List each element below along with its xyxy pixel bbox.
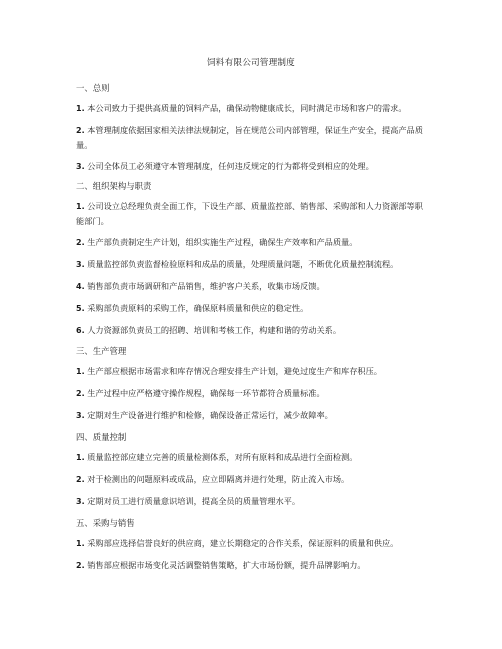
section-heading: 一、总则 xyxy=(76,83,110,93)
list-item: 3. 公司全体员工必须遵守本管理制度，任何违反规定的行为都将受到相应的处理。 xyxy=(76,161,374,171)
section-heading: 四、质量控制 xyxy=(76,432,127,442)
section-heading: 三、生产管理 xyxy=(76,346,127,356)
list-item: 1. 采购部应选择信誉良好的供应商，建立长期稳定的合作关系，保证原料的质量和供应。 xyxy=(76,538,399,548)
list-item: 1. 生产部应根据市场需求和库存情况合理安排生产计划，避免过度生产和库存积压。 xyxy=(76,366,382,376)
section-heading: 二、组织架构与职责 xyxy=(76,181,152,191)
list-item: 2. 生产过程中应严格遵守操作规程，确保每一环节都符合质量标准。 xyxy=(76,388,325,398)
list-item: 1. 公司设立总经理负责全面工作，下设生产部、质量监控部、销售部、采购部和人力资源部等职能部门。 xyxy=(76,201,423,226)
section-heading: 五、采购与销售 xyxy=(76,518,135,528)
list-item: 2. 生产部负责制定生产计划，组织实施生产过程，确保生产效率和产品质量。 xyxy=(76,237,358,247)
list-item: 2. 销售部应根据市场变化灵活调整销售策略，扩大市场份额，提升品牌影响力。 xyxy=(76,560,366,570)
list-item: 1. 质量监控部应建立完善的质量检测体系，对所有原料和成品进行全面检测。 xyxy=(76,452,358,462)
list-item: 2. 本管理制度依据国家相关法律法规制定，旨在规范公司内部管理，保证生产安全，提高产品质量。 xyxy=(76,125,423,150)
list-item: 5. 采购部负责原料的采购工作，确保原料质量和供应的稳定性。 xyxy=(76,303,309,313)
list-item: 1. 本公司致力于提供高质量的饲料产品，确保动物健康成长，同时满足市场和客户的需求。 xyxy=(76,103,407,113)
list-item: 2. 对于检测出的问题原料或成品，应立即隔离并进行处理，防止流入市场。 xyxy=(76,474,350,484)
list-item: 4. 销售部负责市场调研和产品销售，维护客户关系，收集市场反馈。 xyxy=(76,281,325,291)
list-item: 6. 人力资源部负责员工的招聘、培训和考核工作，构建和谐的劳动关系。 xyxy=(76,325,342,335)
list-item: 3. 定期对生产设备进行维护和检修，确保设备正常运行，减少故障率。 xyxy=(76,410,333,420)
list-item: 3. 质量监控部负责监督检验原料和成品的质量，处理质量问题，不断优化质量控制流程。 xyxy=(76,259,399,269)
list-item: 3. 定期对员工进行质量意识培训，提高全员的质量管理水平。 xyxy=(76,496,301,506)
document-title: 饲料有限公司管理制度 xyxy=(207,58,295,68)
